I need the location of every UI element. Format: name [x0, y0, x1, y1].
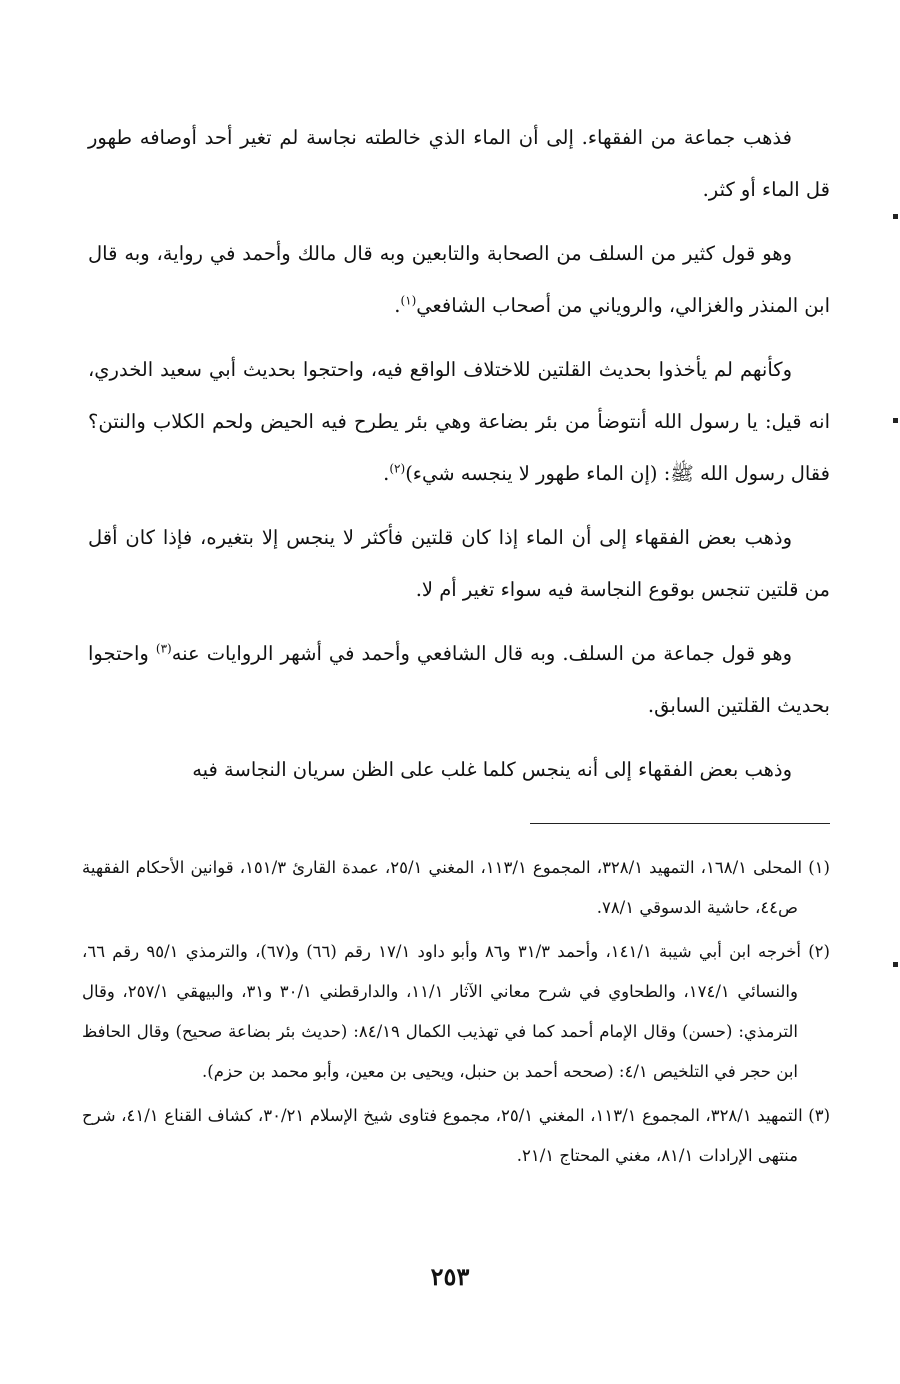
footnote-separator — [530, 823, 830, 824]
main-text — [88, 112, 830, 796]
paragraph-6: وذهب بعض الفقهاء إلى أنه ينجس كلما غلب على الظن سريان النجاسة فيه — [192, 758, 792, 781]
paragraph-1: فذهب جماعة من الفقهاء. إلى أن الماء الذي خالطته نجاسة لم تغير أحد أوصافه طهور قل الماء أو كثر. — [88, 126, 830, 201]
footnote-ref-2: (٢) — [389, 461, 406, 476]
paragraph-3: وكأنهم لم يأخذوا بحديث القلتين للاختلاف الواقع فيه، واحتجوا بحديث أبي سعيد الخدري، انه قيل: يا رسول الله أنتوضأ من بئر بضاعة وهي بئر يطرح فيه الحيض ولحم الكلاب والنتن؟ فقال رسول الله ﷺ: (إن الماء طهور لا ينجسه شيء)$^{(٢)}$. — [88, 358, 830, 485]
margin-mark — [893, 418, 898, 423]
footnote-3: (٣) التمهيد ٣٢٨/١، المجموع ١١٣/١، المغني ٢٥/١، مجموع فتاوى شيخ الإسلام ٣٠/٢١، كشاف القناع ٤١/١، شرح منتهى الإرادات ٨١/١، مغني المحتاج ٢١/١. — [82, 1106, 831, 1165]
margin-mark — [893, 214, 898, 219]
paragraph-4: وذهب بعض الفقهاء إلى أن الماء إذا كان قلتين فأكثر لا ينجس إلا بتغيره، فإذا كان أقل من قلتين تنجس بوقوع النجاسة فيه سواء تغير أم لا. — [88, 526, 830, 601]
paragraph-2: وهو قول كثير من السلف من الصحابة والتابعين وبه قال مالك وأحمد في رواية، وبه قال ابن المنذر والغزالي، والروياني من أصحاب الشافعي$^{(١)}$. — [88, 242, 830, 317]
footnote-ref-1: (١) — [400, 293, 417, 308]
margin-mark — [893, 962, 898, 967]
footnote-2: (٢) أخرجه ابن أبي شيبة ١٤١/١، وأحمد ٣١/٣ و٨٦ وأبو داود ١٧/١ رقم (٦٦) و(٦٧)، والترمذي ٩٥/١ رقم ٦٦، والنسائي ١٧٤/١، والطحاوي في شرح معاني الآثار ١١/١، والدارقطني ٣٠/١ و٣١، والبيهقي ٢٥٧/١، وقال الترمذي: (حسن) وقال الإمام أحمد كما في تهذيب الكمال ٨٤/١٩: (حديث بئر بضاعة صحيح) وقال الحافظ ابن حجر في التلخيص ٤/١: (صححه أحمد بن حنبل، ويحيى بن معين، وأبو محمد بن حزم). — [82, 942, 830, 1081]
footnote-ref-3: (٣) — [155, 641, 172, 656]
paragraph-5: وهو قول جماعة من السلف. وبه قال الشافعي وأحمد في أشهر الروايات عنه$^{(٣)}$ واحتجوا بحديث القلتين السابق. — [88, 641, 830, 717]
page-number: ٢٥٣ — [430, 1262, 470, 1291]
footnote-1: (١) المحلى ١٦٨/١، التمهيد ٣٢٨/١، المجموع ١١٣/١، المغني ٢٥/١، عمدة القارئ ١٥١/٣، قوانين الأحكام الفقهية ص٤٤، حاشية الدسوقي ٧٨/١. — [82, 858, 830, 917]
footnotes — [82, 848, 830, 1180]
